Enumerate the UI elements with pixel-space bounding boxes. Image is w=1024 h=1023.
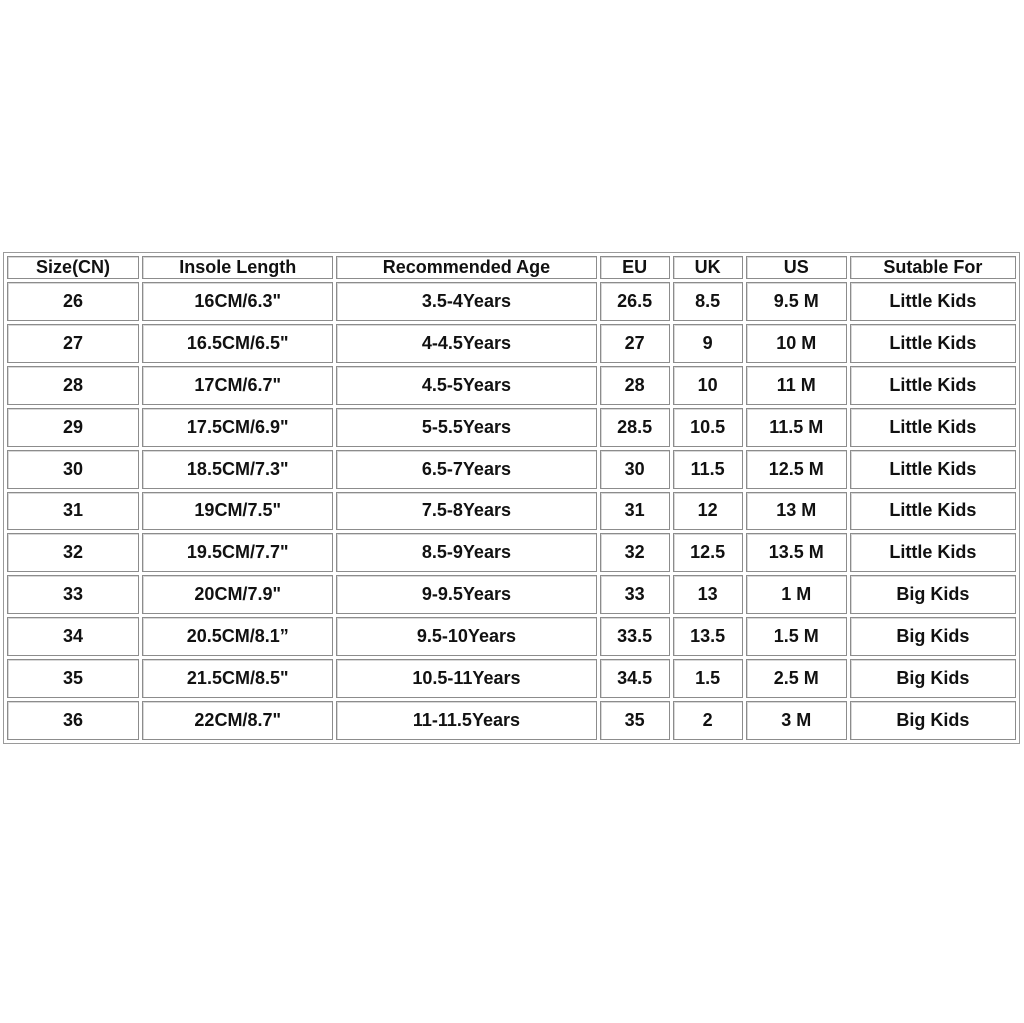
cell-eu: 27 xyxy=(600,324,670,363)
cell-eu: 26.5 xyxy=(600,282,670,321)
cell-insole-length: 16CM/6.3" xyxy=(142,282,333,321)
cell-uk: 9 xyxy=(673,324,743,363)
cell-eu: 31 xyxy=(600,492,670,531)
cell-suitable-for: Big Kids xyxy=(850,659,1016,698)
cell-insole-length: 17CM/6.7" xyxy=(142,366,333,405)
cell-size-cn: 30 xyxy=(7,450,139,489)
cell-us: 11.5 M xyxy=(746,408,847,447)
cell-suitable-for: Little Kids xyxy=(850,324,1016,363)
cell-size-cn: 28 xyxy=(7,366,139,405)
cell-insole-length: 22CM/8.7" xyxy=(142,701,333,740)
cell-us: 1 M xyxy=(746,575,847,614)
cell-us: 1.5 M xyxy=(746,617,847,656)
cell-suitable-for: Big Kids xyxy=(850,701,1016,740)
cell-uk: 12.5 xyxy=(673,533,743,572)
cell-uk: 10 xyxy=(673,366,743,405)
table-row xyxy=(7,617,1016,656)
header-us: US xyxy=(746,256,847,279)
cell-eu: 33.5 xyxy=(600,617,670,656)
header-eu: EU xyxy=(600,256,670,279)
cell-us: 12.5 M xyxy=(746,450,847,489)
cell-recommended-age: 5-5.5Years xyxy=(336,408,596,447)
cell-uk: 2 xyxy=(673,701,743,740)
cell-recommended-age: 3.5-4Years xyxy=(336,282,596,321)
header-size-cn: Size(CN) xyxy=(7,256,139,279)
cell-insole-length: 17.5CM/6.9" xyxy=(142,408,333,447)
cell-uk: 13.5 xyxy=(673,617,743,656)
cell-us: 13.5 M xyxy=(746,533,847,572)
cell-suitable-for: Little Kids xyxy=(850,533,1016,572)
cell-size-cn: 33 xyxy=(7,575,139,614)
table-row xyxy=(7,575,1016,614)
cell-eu: 33 xyxy=(600,575,670,614)
table-row xyxy=(7,282,1016,321)
cell-recommended-age: 6.5-7Years xyxy=(336,450,596,489)
table-row xyxy=(7,533,1016,572)
table-row xyxy=(7,366,1016,405)
cell-size-cn: 29 xyxy=(7,408,139,447)
cell-eu: 30 xyxy=(600,450,670,489)
cell-size-cn: 32 xyxy=(7,533,139,572)
cell-size-cn: 27 xyxy=(7,324,139,363)
cell-uk: 8.5 xyxy=(673,282,743,321)
table-row xyxy=(7,492,1016,531)
cell-size-cn: 36 xyxy=(7,701,139,740)
cell-eu: 35 xyxy=(600,701,670,740)
cell-us: 9.5 M xyxy=(746,282,847,321)
table-row xyxy=(7,701,1016,740)
cell-recommended-age: 11-11.5Years xyxy=(336,701,596,740)
cell-us: 2.5 M xyxy=(746,659,847,698)
cell-suitable-for: Little Kids xyxy=(850,450,1016,489)
cell-eu: 28 xyxy=(600,366,670,405)
cell-size-cn: 34 xyxy=(7,617,139,656)
cell-insole-length: 19.5CM/7.7" xyxy=(142,533,333,572)
table-row xyxy=(7,324,1016,363)
header-recommended-age: Recommended Age xyxy=(336,256,596,279)
size-chart-table xyxy=(3,252,1020,744)
cell-suitable-for: Little Kids xyxy=(850,282,1016,321)
table-row xyxy=(7,450,1016,489)
cell-suitable-for: Big Kids xyxy=(850,575,1016,614)
table-row xyxy=(7,659,1016,698)
header-insole-length: Insole Length xyxy=(142,256,333,279)
cell-suitable-for: Little Kids xyxy=(850,408,1016,447)
cell-size-cn: 35 xyxy=(7,659,139,698)
cell-insole-length: 16.5CM/6.5" xyxy=(142,324,333,363)
table-header-row xyxy=(7,256,1016,279)
cell-us: 11 M xyxy=(746,366,847,405)
cell-us: 10 M xyxy=(746,324,847,363)
cell-recommended-age: 9-9.5Years xyxy=(336,575,596,614)
table-row xyxy=(7,408,1016,447)
cell-insole-length: 19CM/7.5" xyxy=(142,492,333,531)
cell-uk: 10.5 xyxy=(673,408,743,447)
cell-recommended-age: 10.5-11Years xyxy=(336,659,596,698)
header-suitable-for: Sutable For xyxy=(850,256,1016,279)
header-uk: UK xyxy=(673,256,743,279)
cell-insole-length: 18.5CM/7.3" xyxy=(142,450,333,489)
cell-uk: 1.5 xyxy=(673,659,743,698)
cell-insole-length: 20.5CM/8.1” xyxy=(142,617,333,656)
cell-recommended-age: 4.5-5Years xyxy=(336,366,596,405)
cell-uk: 13 xyxy=(673,575,743,614)
cell-recommended-age: 4-4.5Years xyxy=(336,324,596,363)
cell-suitable-for: Little Kids xyxy=(850,366,1016,405)
cell-suitable-for: Little Kids xyxy=(850,492,1016,531)
cell-uk: 12 xyxy=(673,492,743,531)
cell-suitable-for: Big Kids xyxy=(850,617,1016,656)
cell-us: 13 M xyxy=(746,492,847,531)
cell-recommended-age: 7.5-8Years xyxy=(336,492,596,531)
cell-size-cn: 31 xyxy=(7,492,139,531)
cell-recommended-age: 9.5-10Years xyxy=(336,617,596,656)
cell-insole-length: 20CM/7.9" xyxy=(142,575,333,614)
cell-uk: 11.5 xyxy=(673,450,743,489)
cell-eu: 28.5 xyxy=(600,408,670,447)
cell-eu: 32 xyxy=(600,533,670,572)
cell-size-cn: 26 xyxy=(7,282,139,321)
cell-insole-length: 21.5CM/8.5" xyxy=(142,659,333,698)
cell-eu: 34.5 xyxy=(600,659,670,698)
cell-recommended-age: 8.5-9Years xyxy=(336,533,596,572)
cell-us: 3 M xyxy=(746,701,847,740)
